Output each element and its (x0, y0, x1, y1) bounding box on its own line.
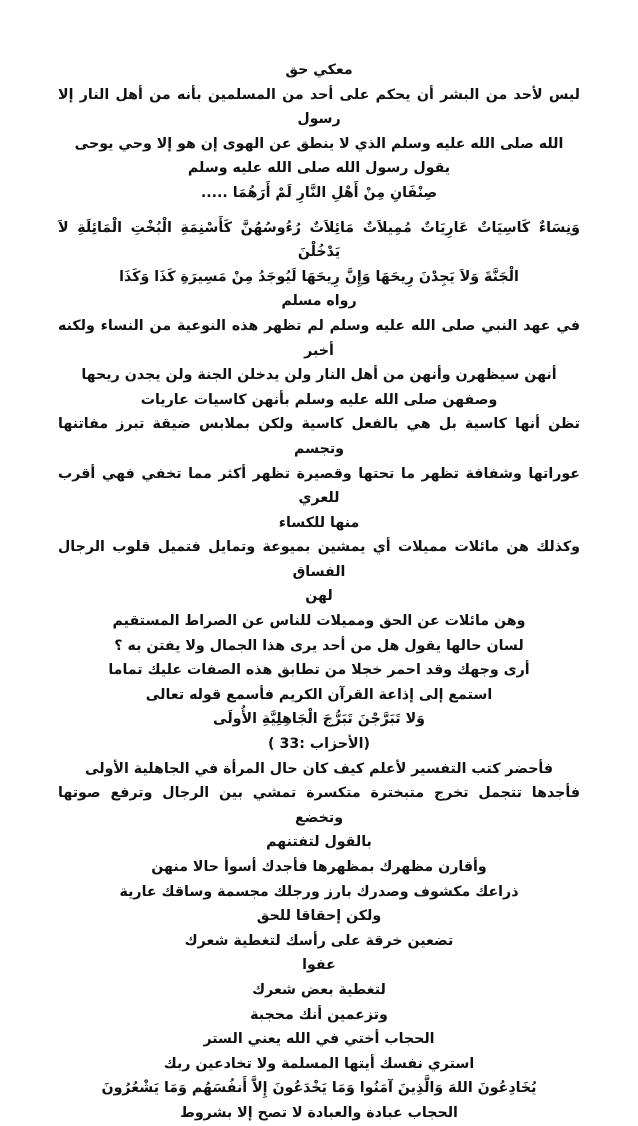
text-line: لتغطية بعض شعرك (252, 981, 386, 998)
text-line: ذراعك مكشوف وصدرك بارز ورجلك مجسمة وساقك عارية (119, 883, 519, 900)
text-line: وَلا تَبَرَّجْنَ تَبَرُّجَ الْجَاهِلِيَّةِ الأُولَى (213, 711, 425, 728)
text-line: ليس لأحد من البشر أن يحكم على أحد من المسلمين بأنه من أهل النار إلا رسول (58, 86, 580, 128)
text-line: عفوا (302, 957, 336, 974)
text-line: أنهن سيظهرن وأنهن من أهل النار ولن يدخلن الجنة ولن يجدن ريحها (81, 367, 557, 384)
text-line: الحجاب عبادة والعبادة لا تصح إلا بشروط (180, 1104, 458, 1121)
text-line: الله صلى الله عليه وسلم الذي لا ينطق عن الهوى إن هو إلا وحي يوحى (74, 135, 564, 152)
text-line: وَنِسَاءٌ كَاسِيَاتٌ عَارِيَاتٌ مُمِيلاَتٌ مَائِلاَتٌ رُءُوسُهُنَّ كَأَسْنِمَةِ الْبُخْتِ الْمَائِلَةِ لاَ يَدْخُلْنَ (58, 219, 580, 261)
text-line: وصفهن صلى الله عليه وسلم بأنهن كاسيات عاريات (140, 391, 498, 408)
text-line: تضعين خرقة على رأسك لتغطية شعرك (184, 932, 454, 949)
text-line: (الأحزاب :33 ) (268, 736, 370, 753)
text-line: استمع إلى إذاعة القرآن الكريم فأسمع قوله تعالى (145, 686, 493, 703)
text-line: وهن مائلات عن الحق ومميلات للناس عن الصراط المستقيم (112, 613, 526, 630)
text-line: فأحضر كتب التفسير لأعلم كيف كان حال المرأة في الجاهلية الأولى (84, 760, 554, 777)
text-line: لسان حالها يقول هل من أحد يرى هذا الجمال ولا يفتن به ؟ (114, 637, 524, 654)
document-body (58, 83, 580, 1126)
text-line: أرى وجهك وقد احمر خجلا من تطابق هذه الصفات عليك تماما (108, 662, 530, 679)
text-line: وأقارن مظهرك بمظهرها فأجدك أسوأ حالا منهن (151, 859, 487, 875)
text-line: تظن أنها كاسية بل هي بالفعل كاسية ولكن بملابس ضيقة تبرز مفاتنها وتجسم (58, 416, 580, 457)
text-line: وكذلك هن مائلات مميلات أي يمشين بميوعة وتمايل فتميل قلوب الرجال الفساق (58, 539, 580, 580)
text-line: صِنْفَانِ مِنْ أَهْلِ النَّارِ لَمْ أَرَهُمَا ..... (200, 184, 438, 201)
text-line: الْجَنَّةَ وَلاَ يَجِدْنَ رِيحَهَا وَإِنَّ رِيحَهَا لَيُوجَدُ مِنْ مَسِيرَةِ كَذَا وَكَذَا (119, 268, 519, 285)
page-title: معكي حق (285, 62, 353, 78)
text-line: ولكن إحقاقا للحق (256, 908, 382, 925)
text-line: يقول رسول الله صلى الله عليه وسلم (187, 160, 451, 177)
paragraph-gap (58, 206, 580, 216)
text-line: وتزعمين أنك محجبة (250, 1006, 388, 1023)
text-line: في عهد النبي صلى الله عليه وسلم لم تظهر هذه النوعية من النساء ولكنه أخبر (58, 317, 580, 359)
text-line: رواه مسلم (281, 293, 357, 310)
text-line: الحجاب أختي في الله يعني الستر (203, 1031, 435, 1048)
text-line: منها للكساء (278, 514, 360, 531)
text-line: يُخَادِعُونَ اللهَ وَالَّذِينَ آمَنُوا وَمَا يَخْدَعُونَ إِلاَّ أَنفُسَهُم وَمَا يَشْعُرُونَ (101, 1080, 537, 1097)
text-line: لهن (305, 588, 333, 605)
text-line: عوراتها وشفافة تظهر ما تحتها وقصيرة تظهر أكثر مما تخفي فهي أقرب للعري (58, 465, 580, 507)
text-line: فأجدها تتجمل تخرج متبخترة متكسرة تمشي بين الرجال وترفع صوتها وتخضع (58, 785, 580, 826)
text-line: بالقول لتفتنهم (266, 834, 372, 851)
text-line: استري نفسك أيتها المسلمة ولا تخادعين ربك (163, 1055, 475, 1072)
